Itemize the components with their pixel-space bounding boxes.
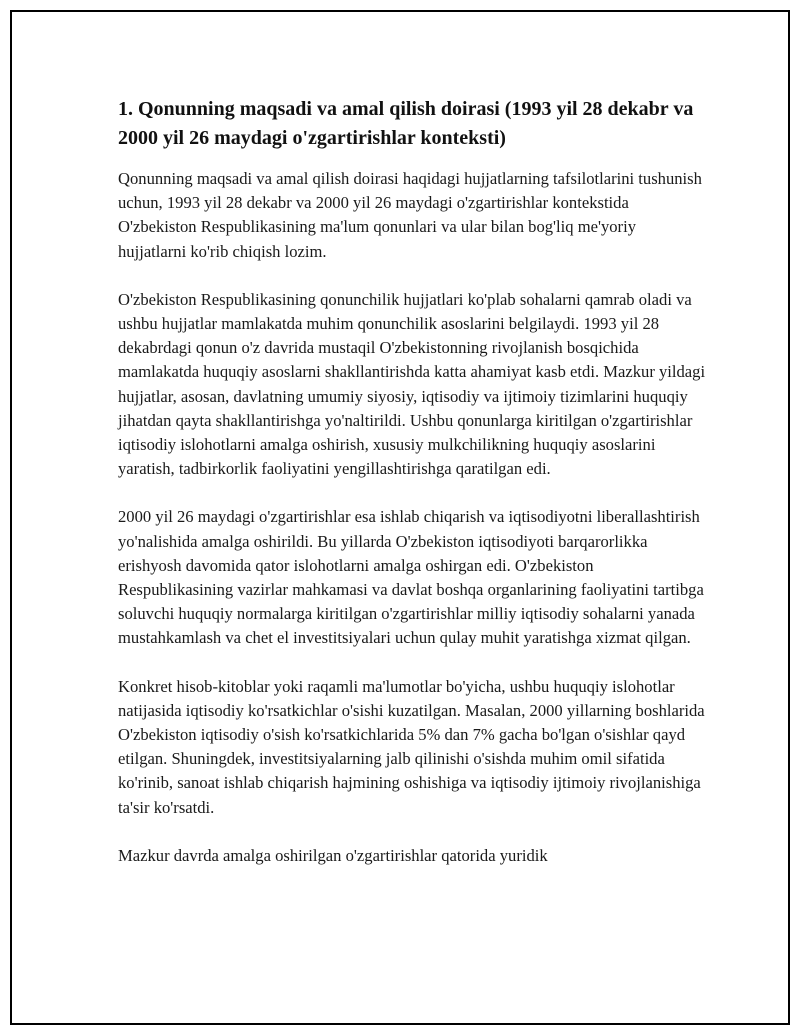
paragraph-1: Qonunning maqsadi va amal qilish doirasi haqidagi hujjatlarning tafsilotlarini tushunish uchun, 1993 yil 28 dekabr va 2000 yil 26 maydagi o'zgartirishlar kontekstida O'zbekiston Respublikasining ma'lum qonunlari va ular bilan bog'liq me'yoriy hujjatlarni ko'rib chiqish lozim. [118, 169, 702, 261]
paragraph-4: Konkret hisob-kitoblar yoki raqamli ma'lumotlar bo'yicha, ushbu huquqiy islohotlar natijasida iqtisodiy ko'rsatkichlar o'sishi kuzatilgan. Masalan, 2000 yillarning boshlarida O'zbekiston iqtisodiy o'sish ko'rsatkichlarida 5% dan 7% gacha bo'lgan o'sishlar qayd etilgan. Shuningdek, investitsiyalarning jalb qilinishi o'sishda muhim omil sifatida ko'rinib, sanoat ishlab chiqarish hajmining oshishiga va iqtisodiy ijtimoiy rivojlanishiga ta'sir ko'rsatdi. [118, 676, 705, 817]
section-heading: 1. Qonunning maqsadi va amal qilish doirasi (1993 yil 28 dekabr va 2000 yil 26 maydagi o'zgartirishlar konteksti) [118, 98, 694, 149]
paragraph-3: 2000 yil 26 maydagi o'zgartirishlar esa ishlab chiqarish va iqtisodiyotni liberallashtirish yo'nalishida amalga oshirildi. Bu yillarda O'zbekiston iqtisodiyoti barqarorlikka erishyosh davomida qator islohotlarni amalga oshirgan edi. O'zbekiston Respublikasining vazirlar mahkamasi va davlat boshqa organlarining faoliyatini tartibga soluvchi huquqiy normalarga kiritilgan o'zgartirishlar milliy iqtisodiy sohalarni yanada mustahkamlash va chet el investitsiyalari uchun qulay muhit yaratishga xizmat qilgan. [118, 507, 704, 648]
paragraph-5: Mazkur davrda amalga oshirilgan o'zgartirishlar qatorida yuridik [118, 845, 548, 865]
document-body [118, 95, 708, 868]
paragraph-2: O'zbekiston Respublikasining qonunchilik hujjatlari ko'plab sohalarni qamrab oladi va ushbu hujjatlar mamlakatda muhim qonunchilik asoslarini belgilaydi. 1993 yil 28 dekabrdagi qonun o'z davrida mustaqil O'zbekistonning rivojlanish bosqichida mamlakatda huquqiy asoslarni shakllantirishda katta ahamiyat kasb etdi. Mazkur yildagi hujjatlar, asosan, davlatning umumiy siyosiy, iqtisodiy va ijtimoiy tizimlarini huquqiy jihatdan qayta shakllantirishga yo'naltirildi. Ushbu qonunlarga kiritilgan o'zgartirishlar iqtisodiy islohotlarni amalga oshirish, xususiy mulkchilikning huquqiy asoslarini yaratish, tadbirkorlik faoliyatini yengillashtirishga qaratilgan edi. [118, 289, 706, 479]
page-frame [10, 10, 790, 1025]
